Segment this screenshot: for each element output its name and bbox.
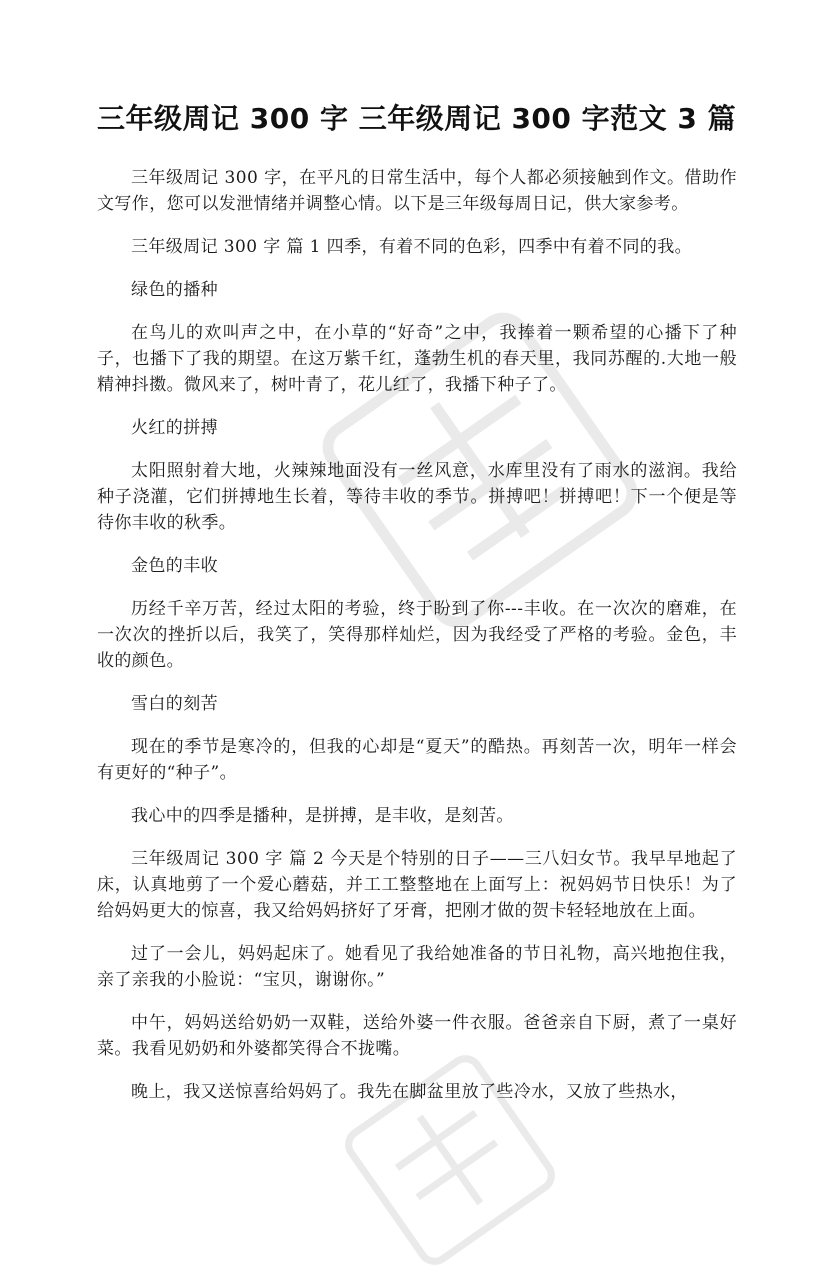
- section-heading-gold: 金色的丰收: [131, 556, 218, 576]
- document-title: 三年级周记 300 字 三年级周记 300 字范文 3 篇: [97, 102, 737, 135]
- section-heading-green: 绿色的播种: [131, 280, 218, 300]
- body-paragraph: 在鸟儿的欢叫声之中，在小草的“好奇”之中，我捧着一颗希望的心播下了种子，也播下了我的期望。在这万紫千红，蓬勃生机的春天里，我同苏醒的.大地一般精神抖擞。微风来了，树叶青了，花儿红了，我播下种子了。: [97, 323, 737, 395]
- body-paragraph: 中午，妈妈送给奶奶一双鞋，送给外婆一件衣服。爸爸亲自下厨，煮了一桌好菜。我看见奶奶和外婆都笑得合不拢嘴。: [97, 1013, 737, 1059]
- intro-paragraph: 三年级周记 300 字，在平凡的日常生活中，每个人都必须接触到作文。借助作文写作，您可以发泄情绪并调整心情。以下是三年级每周日记，供大家参考。: [97, 168, 737, 214]
- body-paragraph: 我心中的四季是播种，是拼搏，是丰收，是刻苦。: [131, 806, 514, 826]
- section-heading-white: 雪白的刻苦: [131, 694, 218, 714]
- body-paragraph: 晚上，我又送惊喜给妈妈了。我先在脚盆里放了些冷水，又放了些热水，: [131, 1082, 688, 1102]
- article-2-opening: 三年级周记 300 字 篇 2 今天是个特别的日子——三八妇女节。我早早地起了床，认真地剪了一个爱心蘑菇，并工工整整地在上面写上：祝妈妈节日快乐！为了给妈妈更大的惊喜，我又给妈妈挤好了牙膏，把刚才做的贺卡轻轻地放在上面。: [97, 849, 737, 921]
- section-heading-red: 火红的拼搏: [131, 418, 218, 438]
- body-paragraph: 太阳照射着大地，火辣辣地面没有一丝风意，水库里没有了雨水的滋润。我给种子浇灌，它们拼搏地生长着，等待丰收的季节。拼搏吧！拼搏吧！下一个便是等待你丰收的秋季。: [97, 461, 737, 533]
- body-paragraph: 过了一会儿，妈妈起床了。她看见了我给她准备的节日礼物，高兴地抱住我，亲了亲我的小脸说：“宝贝，谢谢你。”: [97, 944, 737, 990]
- article-1-opening: 三年级周记 300 字 篇 1 四季，有着不同的色彩，四季中有着不同的我。: [131, 237, 693, 257]
- body-paragraph: 历经千辛万苦，经过太阳的考验，终于盼到了你---丰收。在一次次的磨难，在一次次的挫折以后，我笑了，笑得那样灿烂，因为我经受了严格的考验。金色，丰收的颜色。: [97, 599, 737, 671]
- body-paragraph: 现在的季节是寒冷的，但我的心却是“夏天”的酷热。再刻苦一次，明年一样会有更好的“种子”。: [97, 737, 737, 783]
- document-body: [97, 165, 737, 1122]
